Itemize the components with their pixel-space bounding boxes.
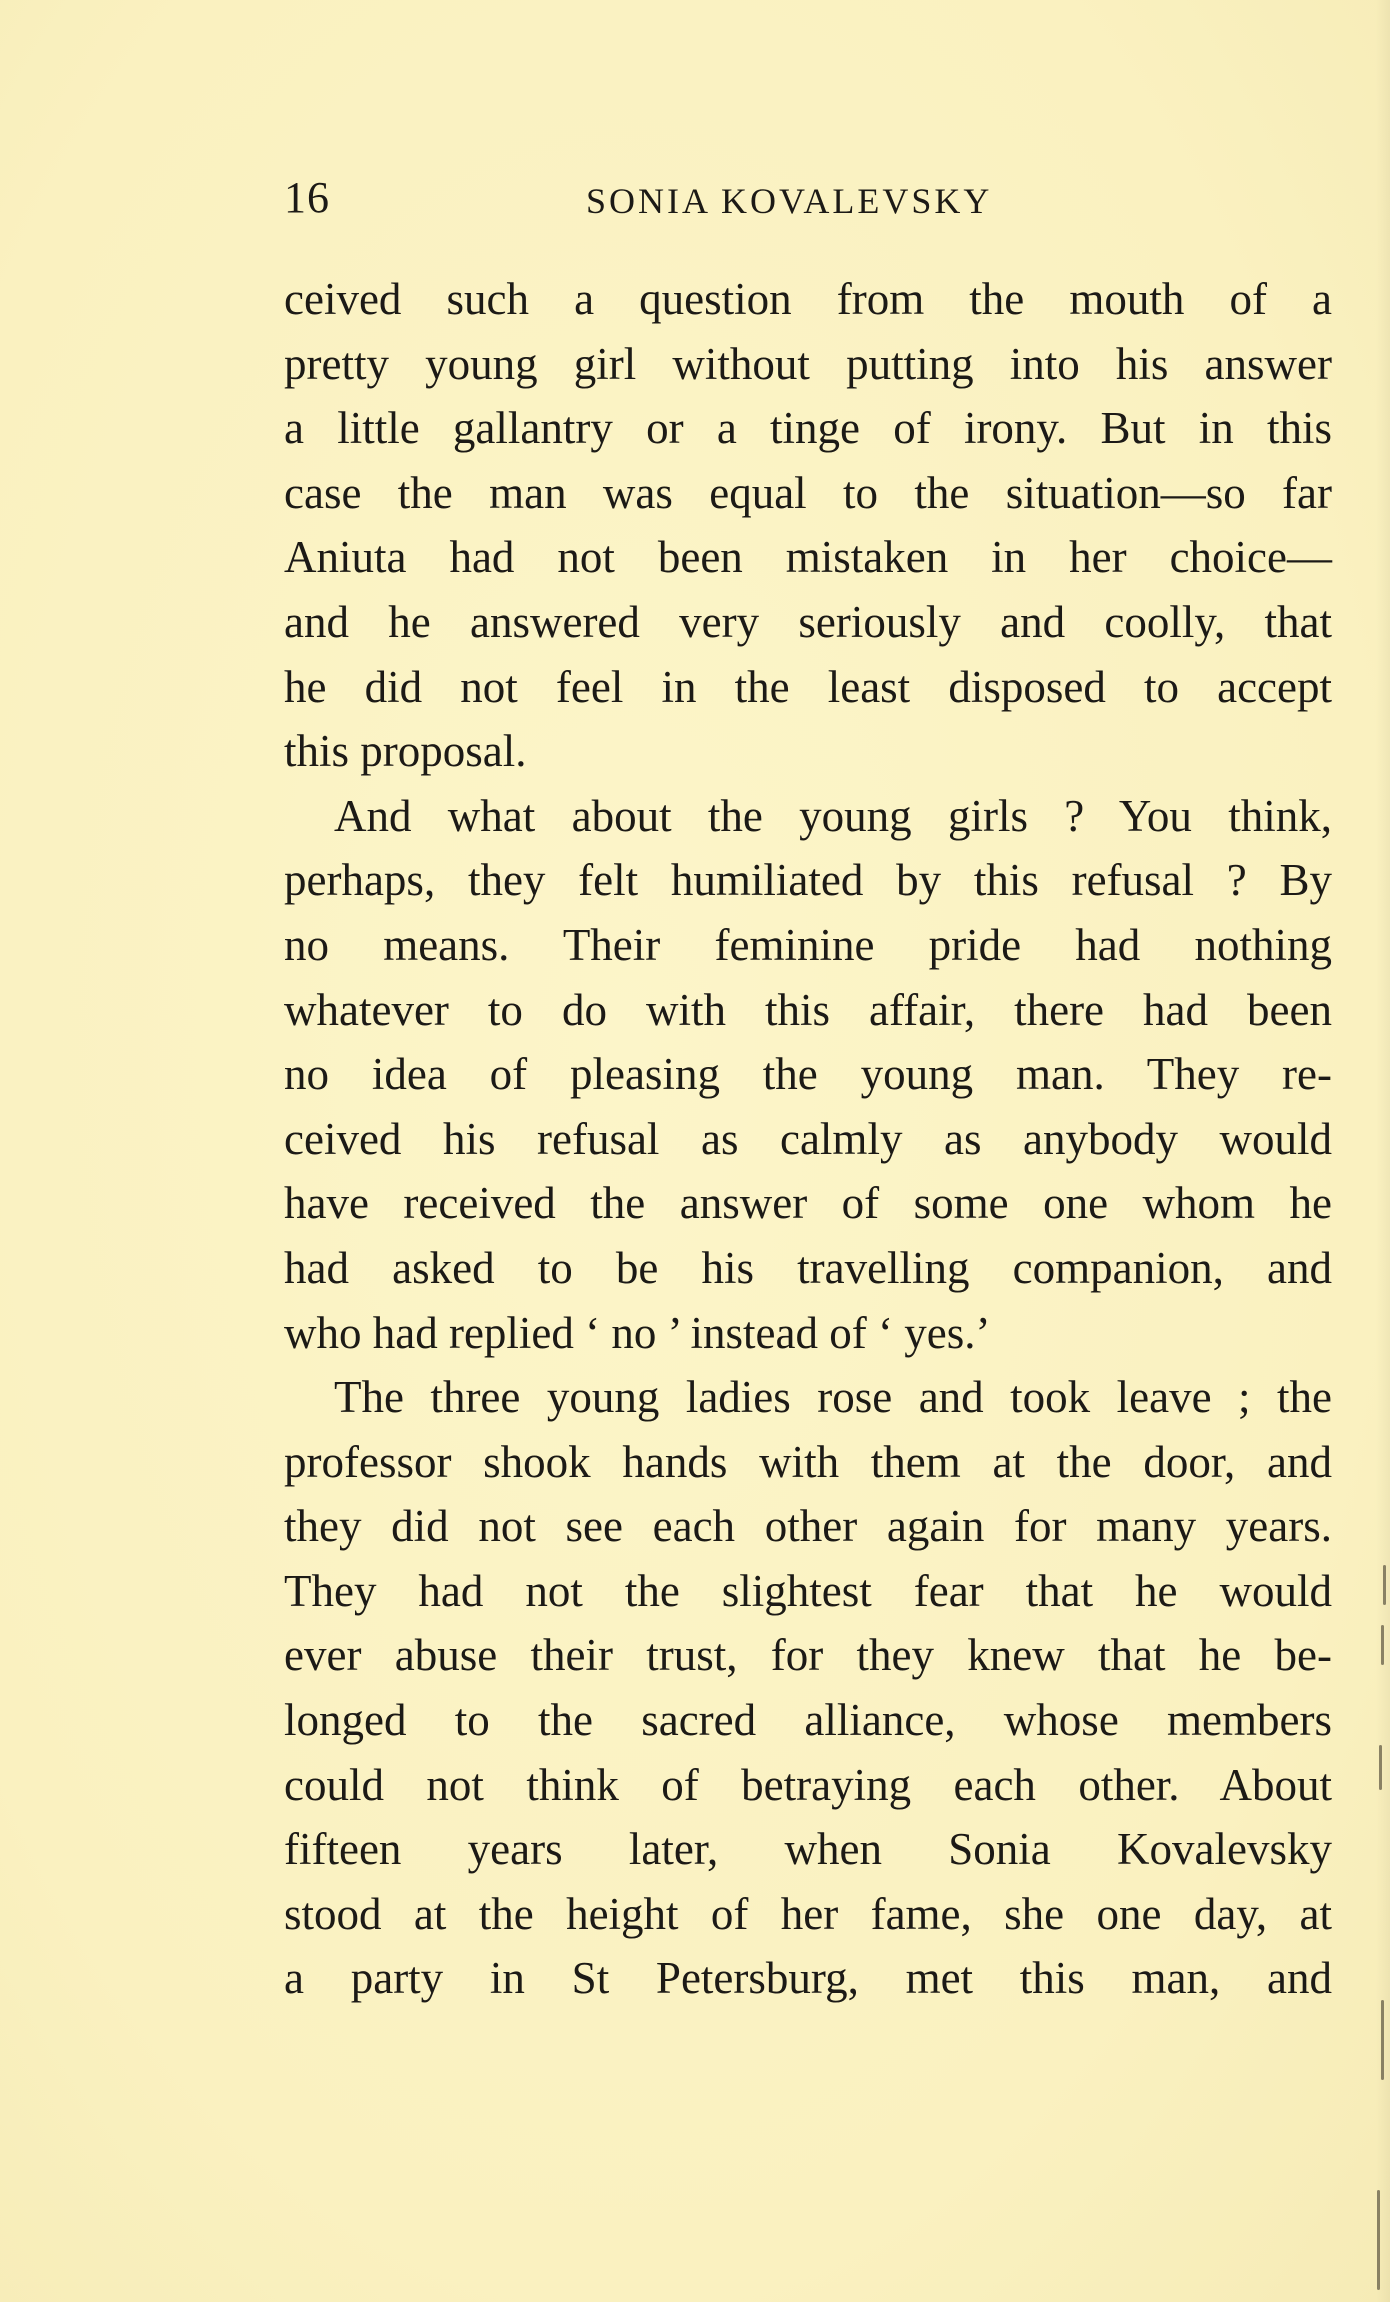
body-text — [284, 267, 1332, 2011]
text-line: ceived his refusal as calmly as anybody would — [284, 1113, 1332, 1164]
page-edge-shadow — [1376, 0, 1390, 2302]
text-line: Aniuta had not been mistaken in her choice— — [284, 532, 1332, 583]
text-line: a little gallantry or a tinge of irony. But in this — [284, 403, 1332, 454]
page-header — [284, 172, 1332, 232]
text-line: no means. Their feminine pride had nothing — [284, 919, 1332, 970]
text-line: no idea of pleasing the young man. They re- — [284, 1049, 1332, 1100]
text-line: The three young ladies rose and took leave ; the — [334, 1372, 1332, 1423]
page-edge-mark — [1377, 2190, 1380, 2290]
text-line: whatever to do with this affair, there had been — [284, 984, 1332, 1035]
page-number: 16 — [284, 173, 330, 222]
page-edge-mark — [1379, 1745, 1382, 1790]
text-line: ever abuse their trust, for they knew that he be- — [284, 1630, 1332, 1681]
text-line: he did not feel in the least disposed to accept — [284, 661, 1332, 712]
text-line: fifteen years later, when Sonia Kovalevsky — [284, 1824, 1332, 1875]
text-line: they did not see each other again for many years. — [284, 1501, 1332, 1552]
text-line: ceived such a question from the mouth of a — [284, 274, 1332, 324]
text-line: stood at the height of her fame, she one day, at — [284, 1888, 1332, 1939]
text-line: this proposal. — [284, 726, 527, 777]
page-edge-mark — [1381, 1625, 1384, 1665]
text-line: professor shook hands with them at the door, and — [284, 1436, 1332, 1487]
page-edge-mark — [1383, 1565, 1386, 1605]
text-line: could not think of betraying each other. About — [284, 1759, 1332, 1810]
text-line: a party in St Petersburg, met this man, and — [284, 1953, 1332, 2004]
text-line: and he answered very seriously and coolly, that — [284, 596, 1332, 647]
paragraph-3 — [284, 1365, 1332, 2011]
text-line: longed to the sacred alliance, whose members — [284, 1695, 1332, 1746]
paragraph-2 — [284, 784, 1332, 1365]
page-edge-mark — [1381, 2000, 1384, 2080]
text-line: They had not the slightest fear that he would — [284, 1565, 1332, 1616]
text-line: who had replied ‘ no ’ instead of ‘ yes.’ — [284, 1307, 991, 1358]
running-title: SONIA KOVALEVSKY — [586, 181, 993, 221]
text-line: perhaps, they felt humiliated by this refusal ? By — [284, 855, 1332, 906]
text-line: had asked to be his travelling companion, and — [284, 1242, 1332, 1293]
text-line: And what about the young girls ? You think, — [334, 790, 1332, 841]
text-line: pretty young girl without putting into his answer — [284, 338, 1332, 389]
text-line: case the man was equal to the situation—so far — [284, 467, 1332, 518]
paragraph-1 — [284, 267, 1332, 784]
text-line: have received the answer of some one whom he — [284, 1178, 1332, 1229]
